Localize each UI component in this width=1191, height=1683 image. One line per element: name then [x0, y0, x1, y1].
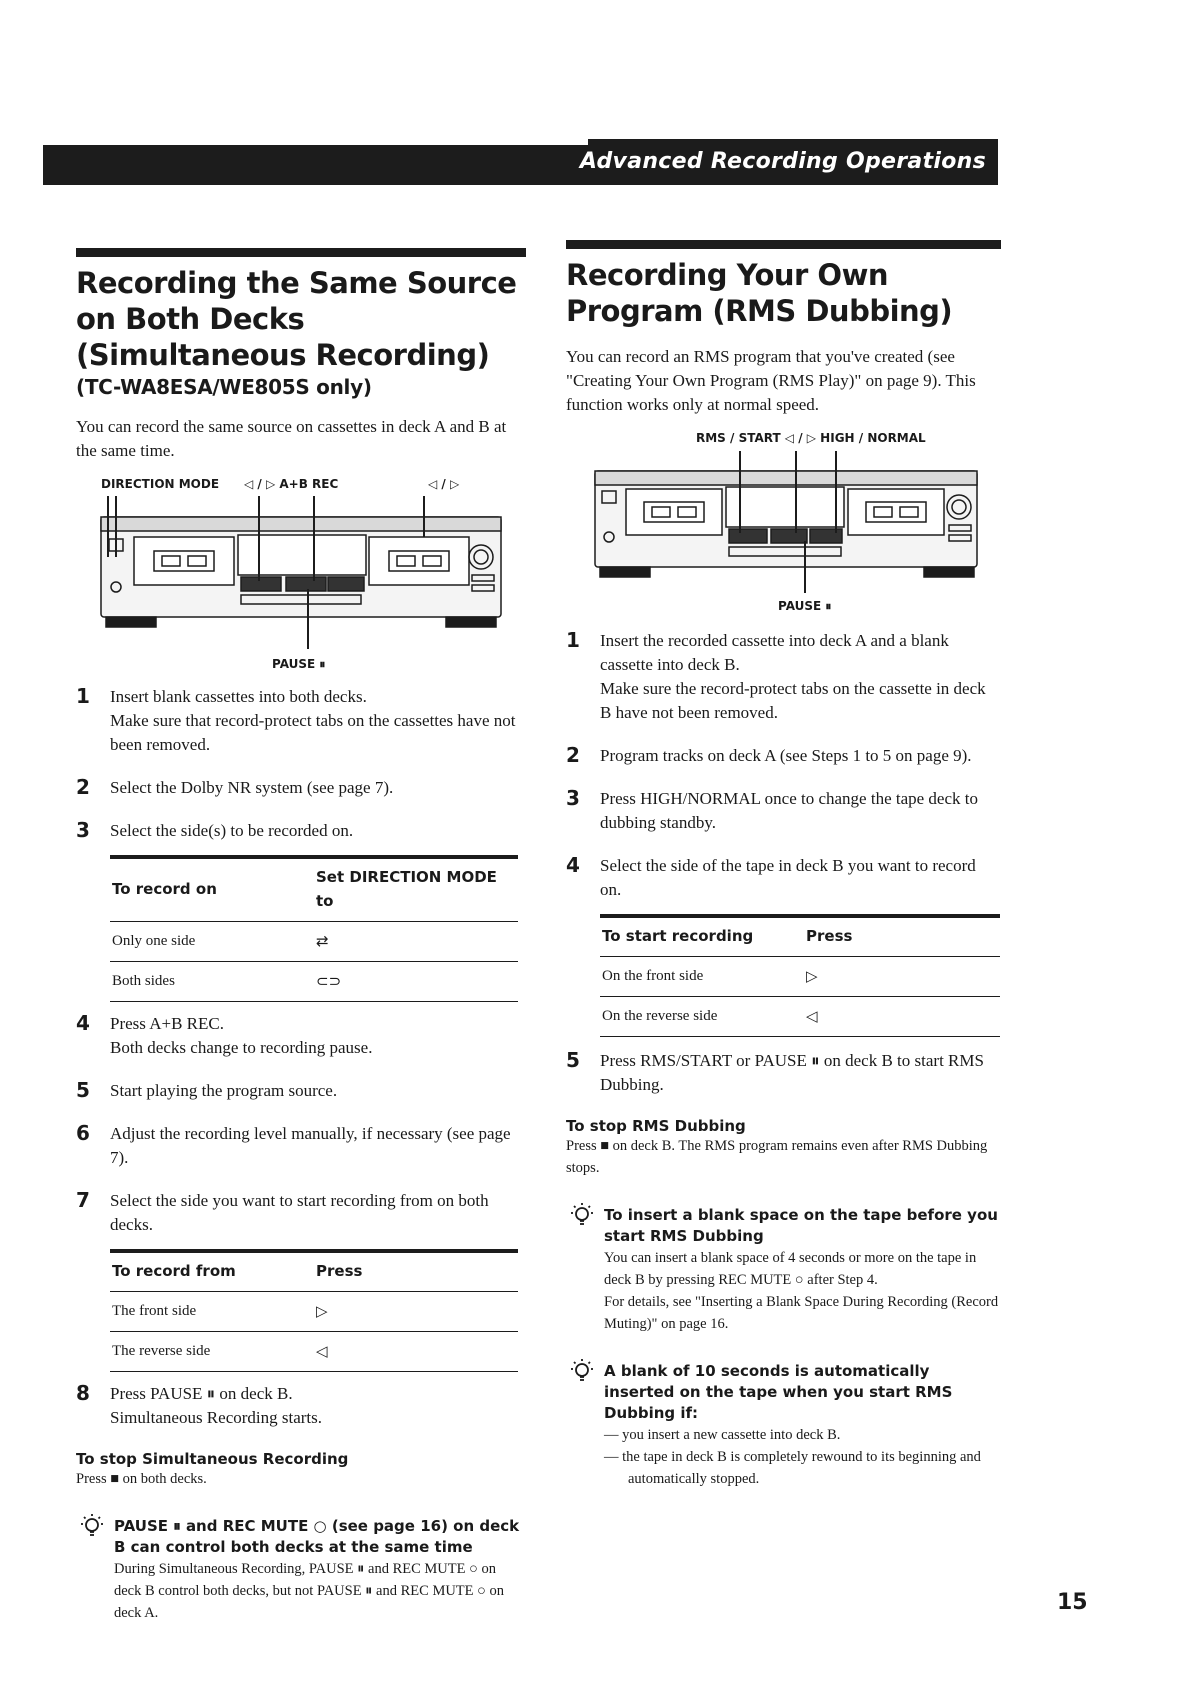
step-6: 6 Adjust the recording level manually, if necessary (see page 7). — [76, 1121, 511, 1167]
left-intro: You can record the same source on cassettes in deck A and B at the same time. — [76, 417, 507, 460]
step-5: 5 Press RMS/START or PAUSE ⏸ on deck B to start RMS Dubbing. — [566, 1048, 984, 1094]
stop-simultaneous-body: Press ■ on both decks. — [76, 1471, 207, 1487]
hint-title: PAUSE ⏸ and REC MUTE ○ (see page 16) on deck B can control both decks at the same time — [114, 1517, 520, 1556]
stop-simultaneous-heading: To stop Simultaneous Recording — [76, 1450, 349, 1468]
hint-title: A blank of 10 seconds is automatically inserted on the tape when you start RMS Dubbing if: — [604, 1362, 953, 1422]
hint-body-details: For details, see "Inserting a Blank Space During Recording (Record Muting)" on page 16. — [604, 1294, 999, 1332]
step-5: 5 Start playing the program source. — [76, 1078, 338, 1102]
hint-body: During Simultaneous Recording, PAUSE ⏸ and REC MUTE ○ on deck B control both decks, but not PAUSE ⏸ and REC MUTE ○ on deck A. — [114, 1561, 505, 1621]
table-row: The reverse side ◁ — [110, 1332, 518, 1372]
table-header: Press — [804, 916, 1000, 957]
step-3: 3 Press HIGH/NORMAL once to change the tape deck to dubbing standby. — [566, 786, 978, 832]
label-arrows: ◁ / ▷ — [428, 477, 460, 491]
step-8: 8 Press PAUSE ⏸ on deck B. Simultaneous Recording starts. — [76, 1381, 323, 1427]
label-pause: PAUSE ⏸ — [778, 599, 832, 613]
section-header-bar — [43, 145, 998, 185]
hint-blank-space — [566, 1205, 1001, 1335]
stop-rms-body: Press ■ on deck B. The RMS program remains even after RMS Dubbing stops. — [566, 1138, 988, 1176]
step-4: 4 Select the side of the tape in deck B you want to record on. To start recording Press On the front side ▷ On the reverse side ◁ — [566, 854, 1001, 1037]
hint-auto-blank — [566, 1361, 1001, 1490]
table-header: To start recording — [600, 916, 804, 957]
lightbulb-icon — [570, 1201, 594, 1234]
record-from-table — [110, 1249, 518, 1372]
step-3: 3 Select the side(s) to be recorded on. To record on Set DIRECTION MODE to Only one side ⇄ Both sides ⊂⊃ — [76, 819, 526, 1002]
start-recording-table — [600, 914, 1000, 1037]
header-tab — [588, 139, 998, 145]
right-section-title: Recording Your Own Program (RMS Dubbing) — [566, 258, 953, 328]
lightbulb-icon — [80, 1512, 104, 1545]
table-row: Only one side ⇄ — [110, 922, 518, 962]
left-steps — [76, 685, 526, 1430]
cassette-deck-illustration — [566, 431, 996, 621]
direction-mode-table — [110, 855, 518, 1002]
step-1: 1 Insert blank cassettes into both decks. Make sure that record-protect tabs on the cassettes have not been removed. — [76, 684, 516, 754]
label-rms-start: RMS / START ◁ / ▷ HIGH / NORMAL — [696, 431, 926, 445]
hint-list-item: — you insert a new cassette into deck B. — [604, 1427, 841, 1443]
left-section-subtitle: (TC-WA8ESA/WE805S only) — [76, 375, 372, 399]
deck-diagram-left — [76, 477, 516, 677]
table-header: To record from — [110, 1251, 314, 1292]
left-column — [76, 248, 526, 1624]
right-intro: You can record an RMS program that you've created (see "Creating Your Own Program (RMS Play)" on page 9). This function works only at normal speed. — [566, 347, 976, 414]
lightbulb-icon — [570, 1357, 594, 1390]
step-1: 1 Insert the recorded cassette into deck A and a blank cassette into deck B. Make sure the record-protect tabs on the cassette in deck B have not been removed. — [566, 628, 986, 722]
step-2: 2 Select the Dolby NR system (see page 7). — [76, 775, 394, 799]
page-number: 15 — [1057, 1590, 1088, 1615]
table-row: On the front side ▷ — [600, 957, 1000, 997]
step-7: 7 Select the side you want to start recording from on both decks. To record from Press The front side ▷ The reverse side ◁ — [76, 1189, 526, 1372]
hint-body: You can insert a blank space of 4 seconds or more on the tape in deck B by pressing REC MUTE ○ after Step 4. — [604, 1250, 977, 1288]
label-pause: PAUSE ⏸ — [272, 657, 326, 671]
cassette-deck-illustration — [76, 477, 516, 677]
hint-pause-rec-mute — [76, 1516, 526, 1624]
hint-title: To insert a blank space on the tape before you start RMS Dubbing — [604, 1206, 998, 1245]
stop-rms-heading: To stop RMS Dubbing — [566, 1117, 746, 1135]
table-header: Set DIRECTION MODE to — [314, 857, 518, 922]
table-row: The front side ▷ — [110, 1292, 518, 1332]
table-header: To record on — [110, 857, 314, 922]
title-rule — [566, 240, 1001, 249]
table-header: Press — [314, 1251, 518, 1292]
label-direction-mode: DIRECTION MODE — [101, 477, 220, 491]
left-section-title: Recording the Same Source on Both Decks (Simultaneous Recording) — [76, 266, 517, 372]
step-2: 2 Program tracks on deck A (see Steps 1 to 5 on page 9). — [566, 743, 972, 767]
title-rule — [76, 248, 526, 257]
right-column — [566, 240, 1001, 1490]
table-row: Both sides ⊂⊃ — [110, 962, 518, 1002]
table-row: On the reverse side ◁ — [600, 997, 1000, 1037]
step-4: 4 Press A+B REC. Both decks change to recording pause. — [76, 1011, 373, 1057]
section-header-title: Advanced Recording Operations — [579, 149, 986, 174]
hint-list-item: — the tape in deck B is completely rewound to its beginning and automatically stopped. — [604, 1449, 981, 1487]
right-steps — [566, 629, 1001, 1097]
label-ab-rec: ◁ / ▷ A+B REC — [244, 477, 339, 491]
deck-diagram-right — [566, 431, 996, 621]
